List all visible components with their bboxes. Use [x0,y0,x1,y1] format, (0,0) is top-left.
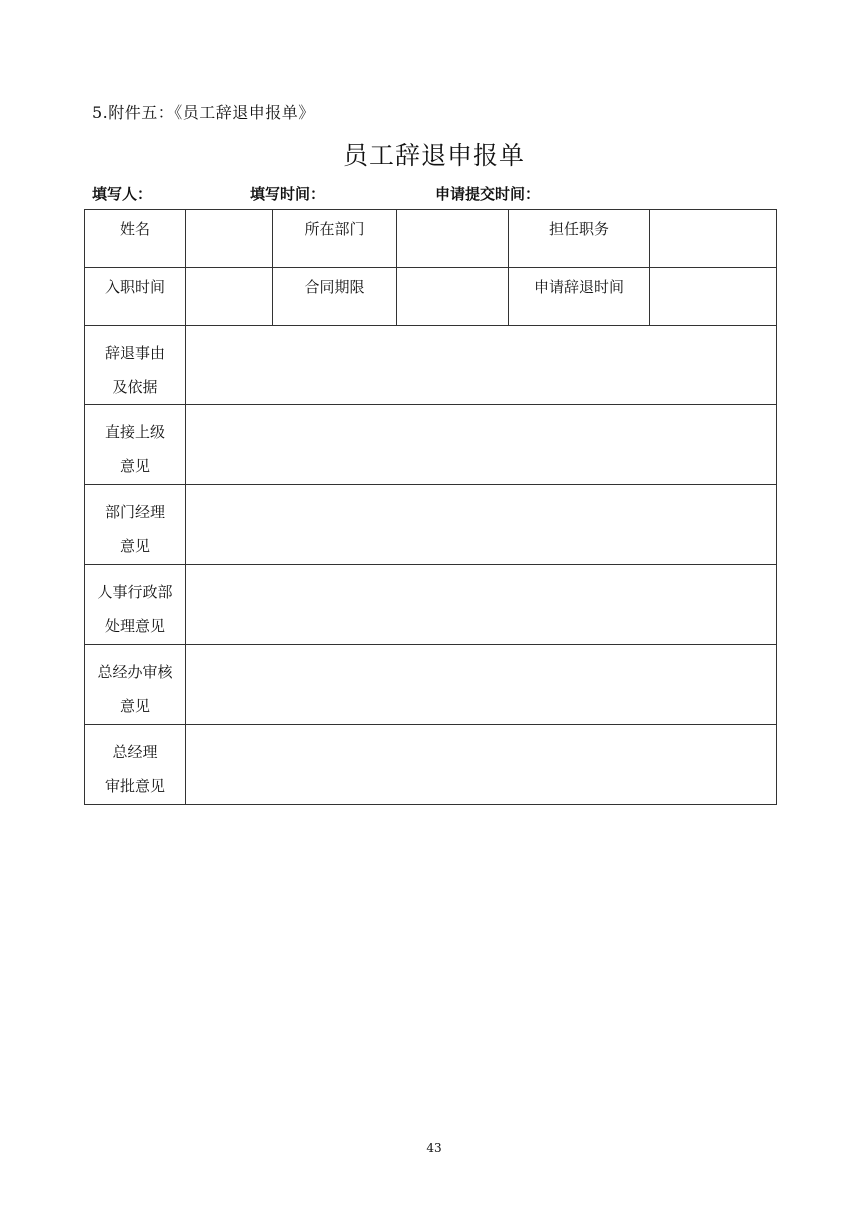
reason-input-cell[interactable] [186,326,777,405]
reason-label-line1: 辞退事由 [104,344,165,362]
contract-input-cell[interactable] [397,268,509,326]
gm-office-label-line2: 意见 [119,697,150,715]
hr-admin-input-cell[interactable] [186,565,777,645]
join-date-label-cell [85,268,186,326]
dept-manager-label-line1: 部门经理 [104,503,165,521]
filler-label: 填写人： [92,185,153,203]
name-label: 姓名 [119,220,150,238]
dismissal-date-label-cell [509,268,650,326]
dept-label-cell [273,210,397,268]
name-input-cell[interactable] [186,210,273,268]
reason-label-cell [85,326,186,405]
gm-approval-label-line1: 总经理 [112,743,158,761]
form-title: 员工辞退申报单 [342,141,525,170]
dismissal-form-table [84,209,777,805]
dismissal-date-input-cell[interactable] [650,268,777,326]
name-label-cell [85,210,186,268]
dismissal-date-label: 申请辞退时间 [533,278,624,296]
table-row [85,210,777,268]
contract-label-cell [273,268,397,326]
supervisor-label-line1: 直接上级 [104,423,165,441]
table-row [85,268,777,326]
table-row [85,326,777,405]
dept-input-cell[interactable] [397,210,509,268]
table-row [85,645,777,725]
table-row [85,565,777,645]
gm-approval-input-cell[interactable] [186,725,777,805]
dept-label: 所在部门 [304,220,365,238]
table-row [85,725,777,805]
join-date-label: 入职时间 [104,278,165,296]
position-input-cell[interactable] [650,210,777,268]
fill-time-label: 填写时间： [250,185,326,203]
table-row [85,405,777,485]
reason-label-line2: 及依据 [112,378,158,396]
table-row [85,485,777,565]
supervisor-label-cell [85,405,186,485]
gm-office-input-cell[interactable] [186,645,777,725]
attachment-heading: 5.附件五：《员工辞退申报单》 [92,103,315,122]
supervisor-label-line2: 意见 [119,457,150,475]
hr-admin-label-cell [85,565,186,645]
contract-label: 合同期限 [304,278,365,296]
dept-manager-label-line2: 意见 [119,537,150,555]
supervisor-input-cell[interactable] [186,405,777,485]
gm-office-label-cell [85,645,186,725]
gm-approval-label-cell [85,725,186,805]
position-label-cell [509,210,650,268]
position-label: 担任职务 [548,220,609,238]
dept-manager-label-cell [85,485,186,565]
page-number: 43 [426,1141,442,1155]
gm-office-label-line1: 总经办审核 [97,663,173,681]
join-date-input-cell[interactable] [186,268,273,326]
hr-admin-label-line1: 人事行政部 [97,583,173,601]
hr-admin-label-line2: 处理意见 [104,617,165,635]
dept-manager-input-cell[interactable] [186,485,777,565]
submit-time-label: 申请提交时间： [435,185,541,203]
gm-approval-label-line2: 审批意见 [104,777,165,795]
